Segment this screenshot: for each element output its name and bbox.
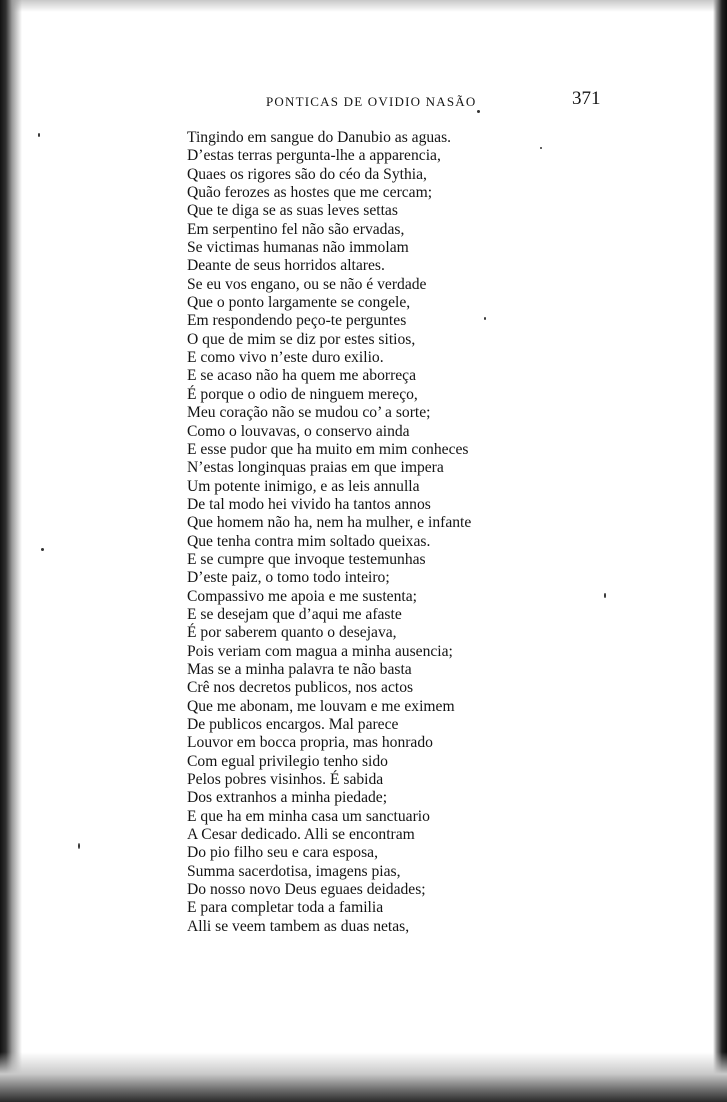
verse-line: Se eu vos engano, ou se não é verdade (187, 275, 427, 293)
verse-line: Mas se a minha palavra te não basta (187, 660, 412, 678)
verse-line: Um potente inimigo, e as leis annulla (187, 477, 420, 495)
verse-line: Louvor em bocca propria, mas honrado (187, 734, 433, 752)
poem-text (187, 129, 567, 936)
verse-line: Em respondendo peço-te perguntes (187, 312, 407, 330)
scan-edge-bottom (0, 1052, 727, 1102)
page-number: 371 (572, 88, 601, 109)
verse-line: N’estas longinquas praias em que impera (187, 459, 444, 477)
verse-line: De tal modo hei vivido ha tantos annos (187, 495, 431, 513)
verse-line: E para completar toda a familia (187, 899, 384, 917)
dust-speck (78, 843, 80, 849)
verse-line: E que ha em minha casa um sanctuario (187, 807, 430, 825)
scan-edge-top (0, 0, 727, 12)
verse-line: Que me abonam, me louvam e me eximem (187, 697, 455, 715)
verse-line: A Cesar dedicado. Alli se encontram (187, 826, 415, 844)
verse-line: Como o louvavas, o conservo ainda (187, 422, 410, 440)
verse-line: Compassivo me apoia e me sustenta; (187, 587, 417, 605)
verse-line: Quão ferozes as hostes que me cercam; (187, 184, 433, 202)
dust-speck (41, 548, 44, 551)
verse-line: Pois veriam com magua a minha ausencia; (187, 642, 453, 660)
running-head (0, 90, 727, 114)
verse-line: Dos extranhos a minha piedade; (187, 789, 388, 807)
verse-line: D’estas terras pergunta-lhe a apparencia, (187, 147, 441, 165)
verse-line: Se victimas humanas não immolam (187, 239, 409, 257)
verse-line: Que tenha contra mim soltado queixas. (187, 532, 431, 550)
verse-line: Quaes os rigores são do céo da Sythia, (187, 165, 427, 183)
verse-line: Alli se veem tambem as duas netas, (187, 917, 410, 935)
verse-line: E se acaso não ha quem me aborreça (187, 367, 417, 385)
verse-line: Que homem não ha, nem ha mulher, e infante (187, 514, 472, 532)
dust-speck (604, 593, 606, 598)
verse-line: É porque o odio de ninguem mereço, (187, 385, 418, 403)
verse-line: Crê nos decretos publicos, nos actos (187, 679, 414, 697)
verse-line: E como vivo n’este duro exilio. (187, 349, 384, 367)
verse-line: De publicos encargos. Mal parece (187, 716, 399, 733)
verse-line: E se desejam que d’aqui me afaste (187, 605, 402, 623)
verse-line: Pelos pobres visinhos. É sabida (187, 771, 384, 789)
scan-edge-left (0, 0, 22, 1102)
verse-line: E se cumpre que invoque testemunhas (187, 550, 426, 568)
verse-line: Em serpentino fel não são ervadas, (187, 220, 405, 238)
verse-line: Summa sacerdotisa, imagens pias, (187, 862, 401, 880)
verse-line: D’este paiz, o tomo todo inteiro; (187, 569, 390, 587)
verse-line: Que o ponto largamente se congele, (187, 294, 411, 312)
scan-edge-right (713, 0, 727, 1102)
verse-line: Deante de seus horridos altares. (187, 257, 385, 275)
verse-line: Do nosso novo Deus eguaes deidades; (187, 881, 426, 899)
verse-line: Tingindo em sangue do Danubio as aguas. (187, 129, 452, 146)
verse-line: Do pio filho seu e cara esposa, (187, 844, 378, 862)
verse-line: Que te diga se as suas leves settas (187, 202, 398, 220)
verse-line: E esse pudor que ha muito em mim conheces (187, 440, 469, 458)
verse-line: Meu coração não se mudou co’ a sorte; (187, 404, 431, 422)
running-title: PONTICAS DE OVIDIO NASÃO (266, 94, 477, 109)
verse-line: O que de mim se diz por estes sitios, (187, 330, 416, 348)
verse-line: Com egual privilegio tenho sido (187, 752, 388, 770)
dust-speck (38, 133, 40, 137)
verse-line: É por saberem quanto o desejava, (187, 624, 397, 642)
